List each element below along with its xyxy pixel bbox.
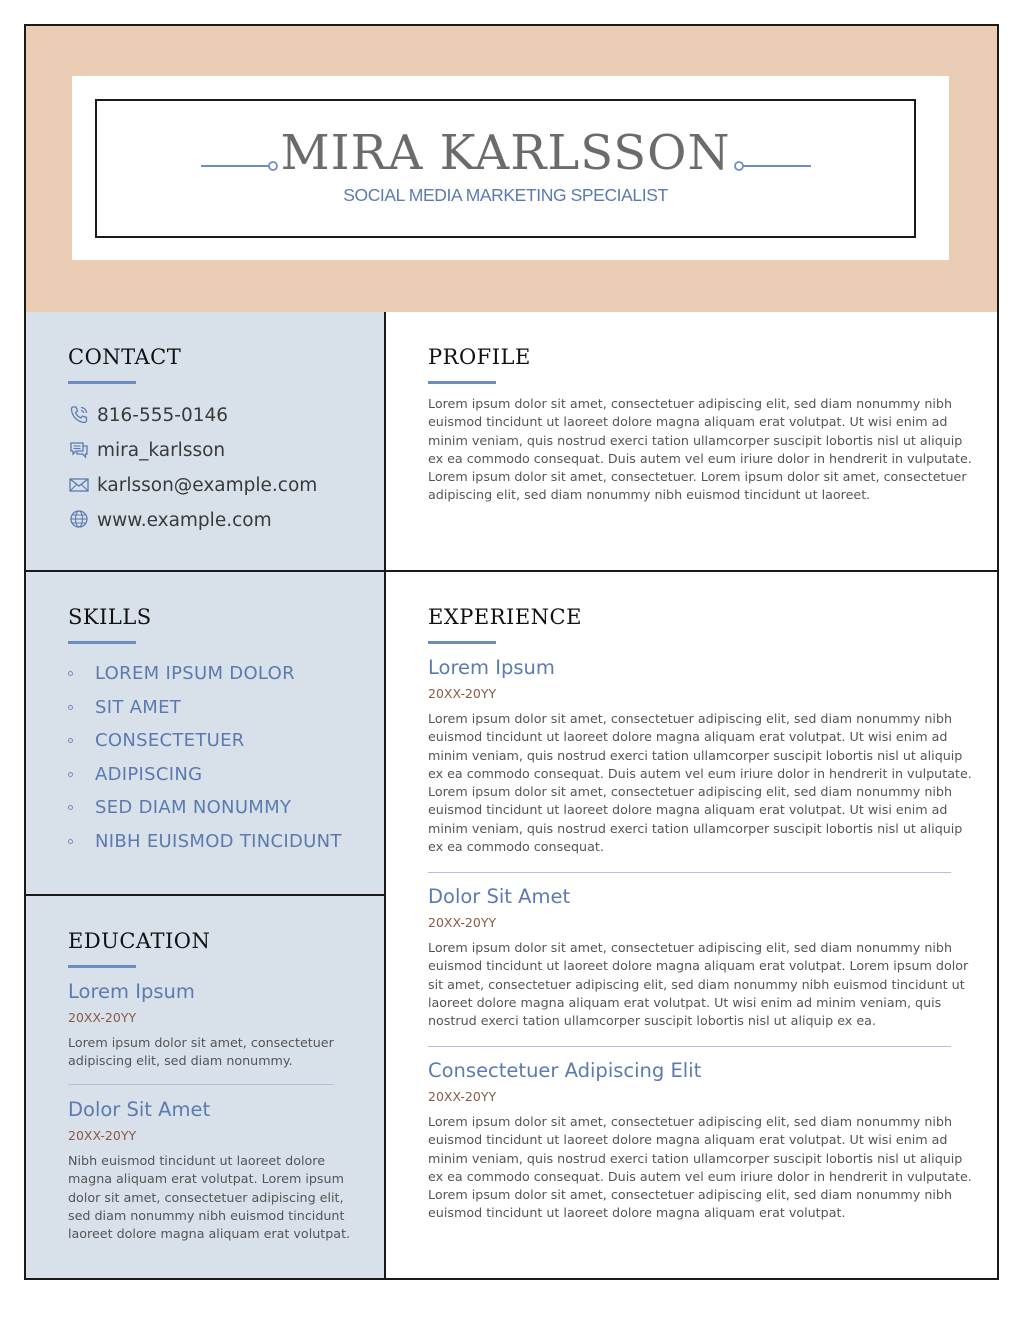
contact-website[interactable] (68, 507, 272, 533)
main-column (386, 312, 997, 1278)
experience-underline (428, 641, 496, 644)
phone-icon (68, 404, 90, 426)
right-ornament-icon (733, 160, 811, 172)
contact-email[interactable] (68, 472, 317, 498)
header-band (26, 26, 997, 314)
job-description: Lorem ipsum dolor sit amet, consectetuer adipiscing elit, sed diam nonummy nibh euismod tincidunt ut laoreet dolore magna aliquam erat volutpat. Lorem ipsum dolor sit amet, consectetuer adipiscing elit, sed diam nonummy nibh euismod tincidunt ut laoreet dolore magna aliquam erat volutpat. Ut wisi enim ad minim veniam, quis nostrud exerci tation ullamcorper suscipit lobortis nisl ut aliquip ex ea. (428, 940, 969, 1029)
resume-page (24, 24, 999, 1280)
job-description: Lorem ipsum dolor sit amet, consectetuer adipiscing elit, sed diam nonummy nibh euismod tincidunt ut laoreet dolore magna aliquam erat volutpat. Ut wisi enim ad minim veniam, quis nostrud exerci tation ullamcorper suscipit lobortis nisl ut aliquip ex ea commodo consequat. Duis autem vel eum iriure dolor in hendrerit in vulputate. Lorem ipsum dolor sit amet, consectetuer adipiscing elit, sed diam nonummy nibh euismod tincidunt ut laoreet dolore magna aliquam erat volutpat. (428, 1114, 972, 1221)
contact-heading: CONTACT (68, 345, 182, 369)
job-dates: 20XX-20YY (428, 1089, 497, 1104)
skill-item: LOREM IPSUM DOLOR (68, 661, 295, 685)
profile-text: Lorem ipsum dolor sit amet, consectetuer adipiscing elit, sed diam nonummy nibh euismod tincidunt ut laoreet dolore magna aliquam erat volutpat. Ut wisi enim ad minim veniam, quis nostrud exerci tation ullamcorper suscipit lobortis nisl ut aliquip ex ea commodo consequat. Duis autem vel eum iriure dolor in hendrerit in vulputate. Lorem ipsum dolor sit amet, consectetuer. Lorem ipsum dolor sit amet, consectetuer adipiscing elit, sed diam nonummy nibh euismod tincidunt ut laoreet. (428, 396, 972, 503)
job-dates: 20XX-20YY (428, 686, 497, 701)
experience-section (386, 572, 997, 1278)
education-description: Lorem ipsum dolor sit amet, consectetuer adipiscing elit, sed diam nonummy. (68, 1035, 334, 1069)
bullet-icon (68, 772, 73, 777)
skills-heading: SKILLS (68, 605, 152, 629)
education-title: Dolor Sit Amet (68, 1098, 211, 1121)
header-panel (72, 76, 949, 260)
job-dates: 20XX-20YY (428, 915, 497, 930)
sidebar (26, 312, 384, 1278)
education-section (26, 896, 386, 1278)
education-heading: EDUCATION (68, 929, 211, 953)
experience-heading: EXPERIENCE (428, 605, 582, 629)
email-icon (68, 474, 90, 496)
education-description: Nibh euismod tincidunt ut laoreet dolore magna aliquam erat volutpat. Lorem ipsum dolor sit amet, consectetuer adipiscing elit, sed diam nonummy nibh euismod tincidunt laoreet dolore magna aliquam erat volutpat. (68, 1153, 351, 1242)
job-title: SOCIAL MEDIA MARKETING SPECIALIST (343, 185, 668, 205)
experience-divider (428, 1046, 951, 1047)
job-title: Dolor Sit Amet (428, 885, 571, 908)
bullet-icon (68, 805, 73, 810)
skill-item: ADIPISCING (68, 762, 202, 786)
skills-underline (68, 641, 136, 644)
contact-phone[interactable] (68, 402, 228, 428)
profile-heading: PROFILE (428, 345, 531, 369)
bullet-icon (68, 705, 73, 710)
education-dates: 20XX-20YY (68, 1010, 137, 1025)
skill-item: SIT AMET (68, 695, 181, 719)
applicant-name: MIRA KARLSSON (280, 125, 731, 181)
skill-item: CONSECTETUER (68, 728, 245, 752)
skills-section (26, 572, 386, 896)
skill-item: SED DIAM NONUMMY (68, 795, 291, 819)
name-frame (95, 99, 916, 238)
bullet-icon (68, 671, 73, 676)
email-text: karlsson@example.com (97, 474, 318, 496)
globe-icon (68, 509, 90, 531)
contact-underline (68, 381, 136, 384)
education-dates: 20XX-20YY (68, 1128, 137, 1143)
job-description: Lorem ipsum dolor sit amet, consectetuer adipiscing elit, sed diam nonummy nibh euismod tincidunt ut laoreet dolore magna aliquam erat volutpat. Ut wisi enim ad minim veniam, quis nostrud exerci tation ullamcorper suscipit lobortis nisl ut aliquip ex ea commodo consequat. Duis autem vel eum iriure dolor in hendrerit in vulputate. Lorem ipsum dolor sit amet, consectetuer adipiscing elit, sed diam nonummy nibh euismod tincidunt ut laoreet dolore magna aliquam erat volutpat. Ut wisi enim ad minim veniam, quis nostrud exerci tation ullamcorper suscipit lobortis nisl ut aliquip ex ea commodo consequat. (428, 711, 972, 855)
contact-section (26, 312, 386, 572)
education-divider (68, 1084, 334, 1085)
education-underline (68, 965, 136, 968)
bullet-icon (68, 738, 73, 743)
education-title: Lorem Ipsum (68, 980, 195, 1003)
experience-divider (428, 872, 951, 873)
website-text: www.example.com (97, 509, 272, 531)
contact-chat[interactable] (68, 437, 225, 463)
profile-underline (428, 381, 496, 384)
chat-handle-text: mira_karlsson (97, 439, 226, 461)
job-title: Lorem Ipsum (428, 656, 555, 679)
job-title: Consectetuer Adipiscing Elit (428, 1059, 702, 1082)
bullet-icon (68, 839, 73, 844)
chat-icon (68, 439, 90, 461)
profile-section (386, 312, 997, 572)
phone-text: 816-555-0146 (97, 404, 229, 426)
skill-item: NIBH EUISMOD TINCIDUNT (68, 829, 342, 853)
